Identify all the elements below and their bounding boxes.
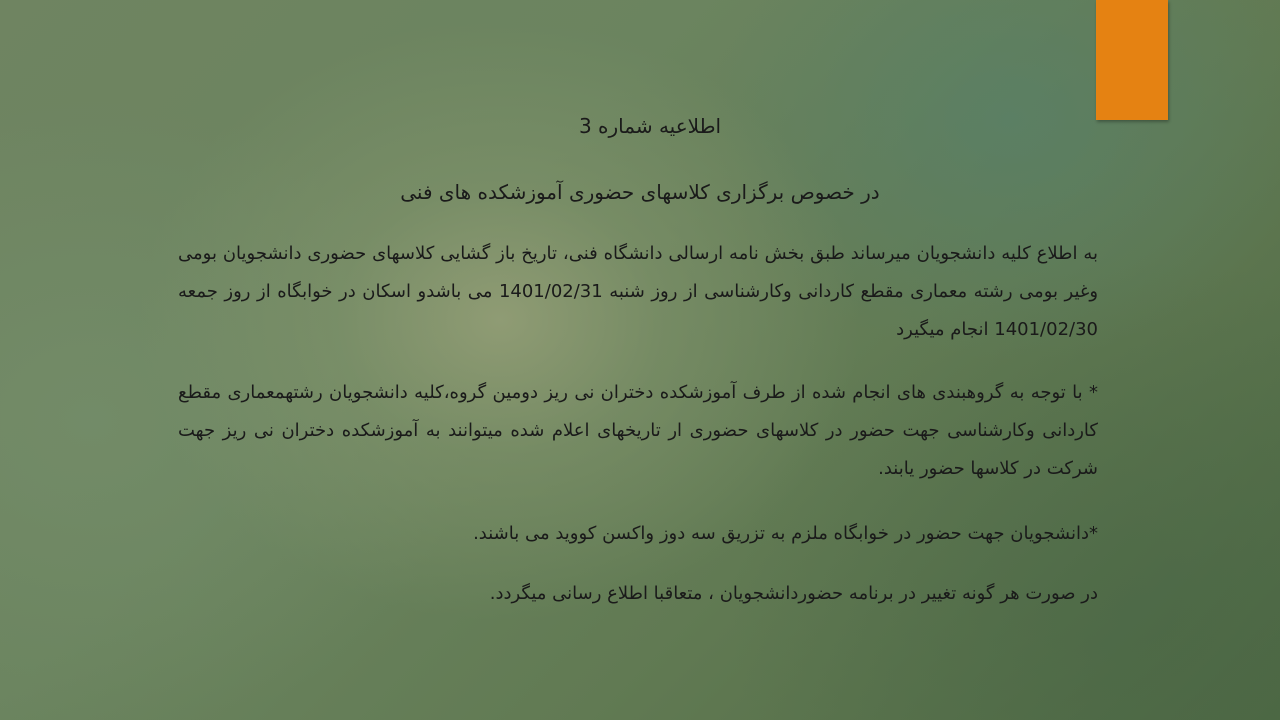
paragraph-reopening-date: به اطلاع کلیه دانشجویان میرساند طبق بخش نامه ارسالی دانشگاه فنی، تاریخ باز گشایی کلاسهای حضوری دانشجویان بومی وغیر بومی رشته معماری مقطع کاردانی وکارشناسی از روز شنبه 1401/02/31 می باشدو اسکان در خوابگاه از روز جمعه 1401/02/30 انجام میگیرد	[178, 243, 1099, 340]
paragraph-group-attendance: * با توجه به گروهبندی های انجام شده از طرف آموزشکده دختران نی ریز دومین گروه،کلیه دانشجویان رشتهمعماری مقطع کاردانی وکارشناسی جهت حضور در کلاسهای حضوری ار تاریخهای اعلام شده میتوانند به آموزشکده دختران نی ریز جهت شرکت در کلاسها حضور یابند.	[178, 382, 1098, 479]
orange-accent-block	[1096, 0, 1168, 120]
announcement-subtitle: در خصوص برگزاری کلاسهای حضوری آموزشکده های فنی	[400, 180, 880, 204]
paragraph-vaccine-requirement: *دانشجویان جهت حضور در خوابگاه ملزم به تزریق سه دوز واکسن کووید می باشند.	[473, 523, 1098, 544]
announcement-title: اطلاعیه شماره 3	[578, 114, 722, 138]
paragraph-change-notice: در صورت هر گونه تغییر در برنامه حضوردانشجویان ، متعاقبا اطلاع رسانی میگردد.	[489, 583, 1098, 604]
